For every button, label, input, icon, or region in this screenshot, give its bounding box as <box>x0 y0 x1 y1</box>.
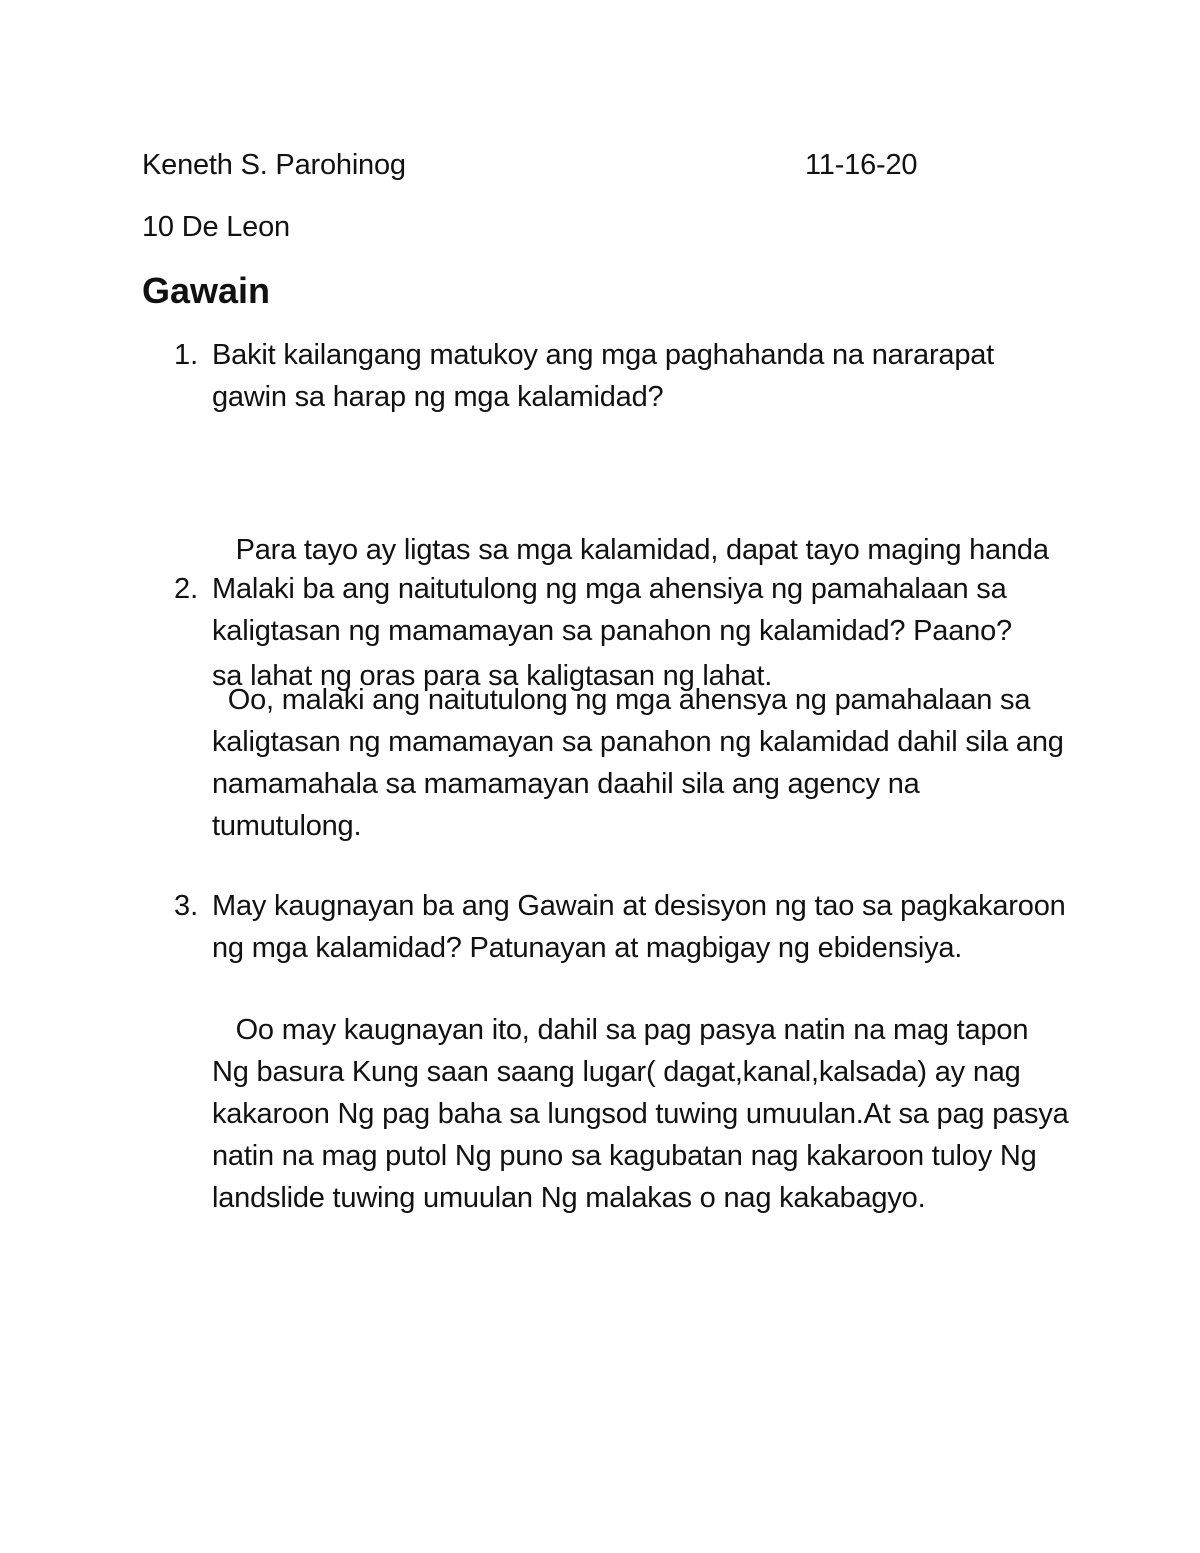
item-number: 2. <box>174 573 199 605</box>
question-line: Bakit kailangang matukoy ang mga paghahanda na nararapat <box>212 339 995 371</box>
question-3 <box>212 885 1066 969</box>
answer-line: Oo, malaki ang naitutulong ng mga ahensya ng pamahalaan sa <box>212 684 1031 716</box>
item-number: 1. <box>174 339 199 371</box>
answer-line: kaligtasan ng mamamayan sa panahon ng kalamidad dahil sila ang <box>212 726 1064 758</box>
question-line: gawin sa harap ng mga kalamidad? <box>212 381 664 413</box>
page-title: Gawain <box>142 270 271 311</box>
question-1 <box>212 334 994 418</box>
student-name: Keneth S. Parohinog <box>142 149 406 181</box>
question-line: ng mga kalamidad? Patunayan at magbigay ng ebidensiya. <box>212 932 963 964</box>
answer-line: Para tayo ay ligtas sa mga kalamidad, dapat tayo maging handa <box>212 534 1049 566</box>
answer-line: landslide tuwing umuulan Ng malakas o nag kakabagyo. <box>212 1182 926 1214</box>
item-number: 3. <box>174 890 199 922</box>
answer-3 <box>212 1009 1069 1219</box>
question-line: May kaugnayan ba ang Gawain at desisyon ng tao sa pagkakaroon <box>212 890 1066 922</box>
section-text: 10 De Leon <box>142 211 290 243</box>
question-line: Malaki ba ang naitutulong ng mga ahensiya ng pamahalaan sa <box>212 573 1007 605</box>
answer-line: tumutulong. <box>212 810 362 842</box>
answer-line: sa lahat ng oras para sa kaligtasan ng lahat. <box>212 660 773 692</box>
question-2 <box>212 568 1012 652</box>
answer-line: kakaroon Ng pag baha sa lungsod tuwing umuulan.At sa pag pasya <box>212 1098 1069 1130</box>
answer-line: namamahala sa mamamayan daahil sila ang agency na <box>212 768 920 800</box>
question-line: kaligtasan ng mamamayan sa panahon ng kalamidad? Paano? <box>212 615 1012 647</box>
answer-line: Oo may kaugnayan ito, dahil sa pag pasya natin na mag tapon <box>212 1014 1029 1046</box>
answer-line: Ng basura Kung saan saang lugar( dagat,kanal,kalsada) ay nag <box>212 1056 1021 1088</box>
date-text: 11-16-20 <box>805 149 918 181</box>
answer-2 <box>212 679 1064 847</box>
answer-line: natin na mag putol Ng puno sa kagubatan nag kakaroon tuloy Ng <box>212 1140 1037 1172</box>
